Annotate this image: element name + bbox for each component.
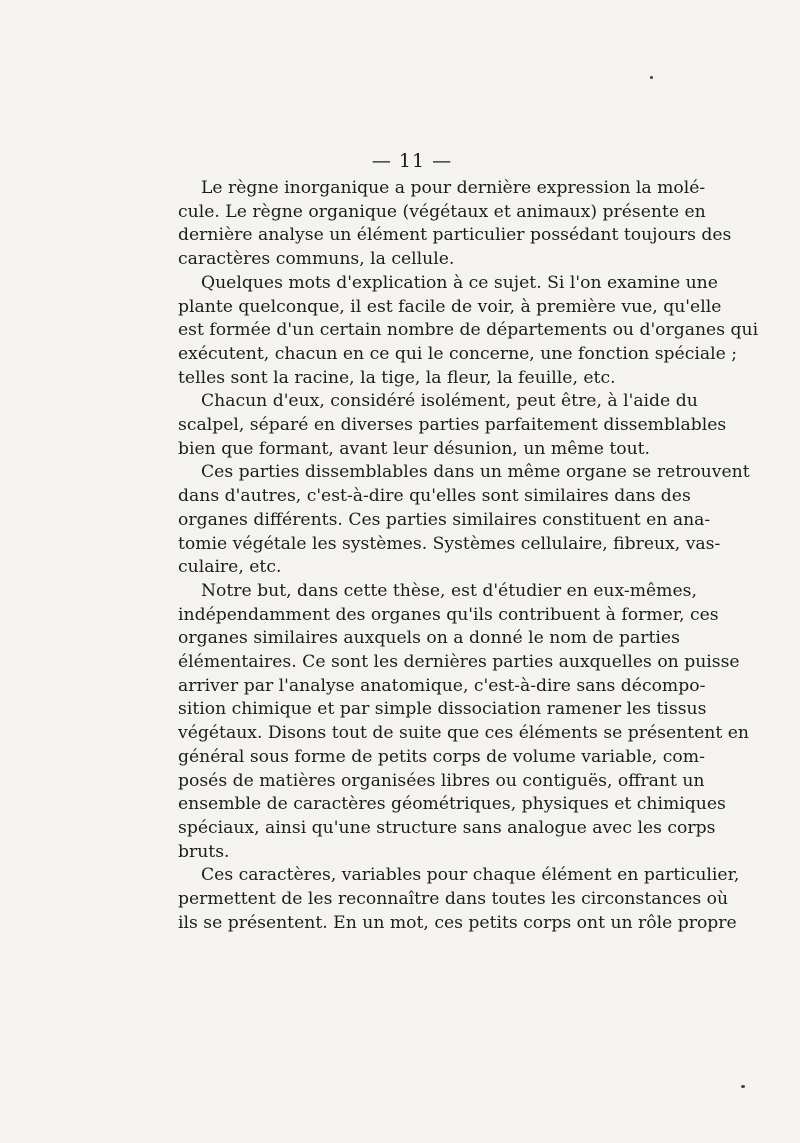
text-line: bien que formant, avant leur désunion, un même tout. bbox=[178, 438, 651, 459]
text-line: Ces parties dissemblables dans un même organe se retrouvent bbox=[201, 462, 750, 483]
text-line: Chacun d'eux, considéré isolément, peut être, à l'aide du bbox=[201, 391, 698, 412]
text-line: végétaux. Disons tout de suite que ces éléments se présentent en bbox=[178, 723, 749, 744]
text-line: cule. Le règne organique (végétaux et animaux) présente en bbox=[178, 201, 706, 222]
text-line: Le règne inorganique a pour dernière expression la molé- bbox=[201, 178, 706, 198]
text-line: élémentaires. Ce sont les dernières parties auxquelles on puisse bbox=[178, 652, 740, 673]
text-line: Quelques mots d'explication à ce sujet. Si l'on examine une bbox=[201, 272, 718, 293]
text-line: posés de matières organisées libres ou contiguës, offrant un bbox=[178, 770, 705, 791]
paper-speck bbox=[741, 1085, 745, 1088]
text-line: général sous forme de petits corps de volume variable, com- bbox=[178, 746, 705, 767]
text-line: Ces caractères, variables pour chaque élément en particulier, bbox=[201, 865, 740, 886]
text-line: sition chimique et par simple dissociation ramener les tissus bbox=[178, 699, 707, 720]
text-line: tomie végétale les systèmes. Systèmes cellulaire, fibreux, vas- bbox=[178, 533, 721, 554]
text-line: Notre but, dans cette thèse, est d'étudier en eux-mêmes, bbox=[201, 580, 697, 601]
text-line: organes similaires auxquels on a donné le nom de parties bbox=[178, 628, 680, 649]
text-line: ensemble de caractères géométriques, physiques et chimiques bbox=[178, 794, 726, 815]
text-line: organes différents. Ces parties similaires constituent en ana- bbox=[178, 509, 711, 530]
text-line: indépendamment des organes qu'ils contribuent à former, ces bbox=[178, 604, 719, 625]
text-line: est formée d'un certain nombre de départements ou d'organes qui bbox=[178, 320, 759, 341]
paper-speck bbox=[650, 76, 653, 79]
text-line: culaire, etc. bbox=[178, 557, 282, 578]
text-line: permettent de les reconnaître dans toutes les circonstances où bbox=[178, 889, 729, 910]
text-line: exécutent, chacun en ce qui le concerne, une fonction spéciale ; bbox=[178, 343, 737, 364]
page-number: — 11 — bbox=[371, 150, 453, 172]
text-line: scalpel, séparé en diverses parties parfaitement dissemblables bbox=[178, 415, 727, 436]
text-line: caractères communs, la cellule. bbox=[178, 249, 455, 270]
text-line: telles sont la racine, la tige, la fleur, la feuille, etc. bbox=[178, 367, 616, 388]
text-line: dernière analyse un élément particulier possédant toujours des bbox=[178, 225, 732, 246]
text-line: arriver par l'analyse anatomique, c'est-à-dire sans décompo- bbox=[178, 675, 706, 696]
text-line: bruts. bbox=[178, 841, 230, 862]
text-line: spéciaux, ainsi qu'une structure sans analogue avec les corps bbox=[178, 817, 716, 838]
text-line: dans d'autres, c'est-à-dire qu'elles sont similaires dans des bbox=[178, 486, 691, 507]
text-line: ils se présentent. En un mot, ces petits corps ont un rôle propre bbox=[178, 912, 737, 933]
body-text bbox=[178, 177, 759, 936]
text-line: plante quelconque, il est facile de voir, à première vue, qu'elle bbox=[178, 296, 722, 317]
